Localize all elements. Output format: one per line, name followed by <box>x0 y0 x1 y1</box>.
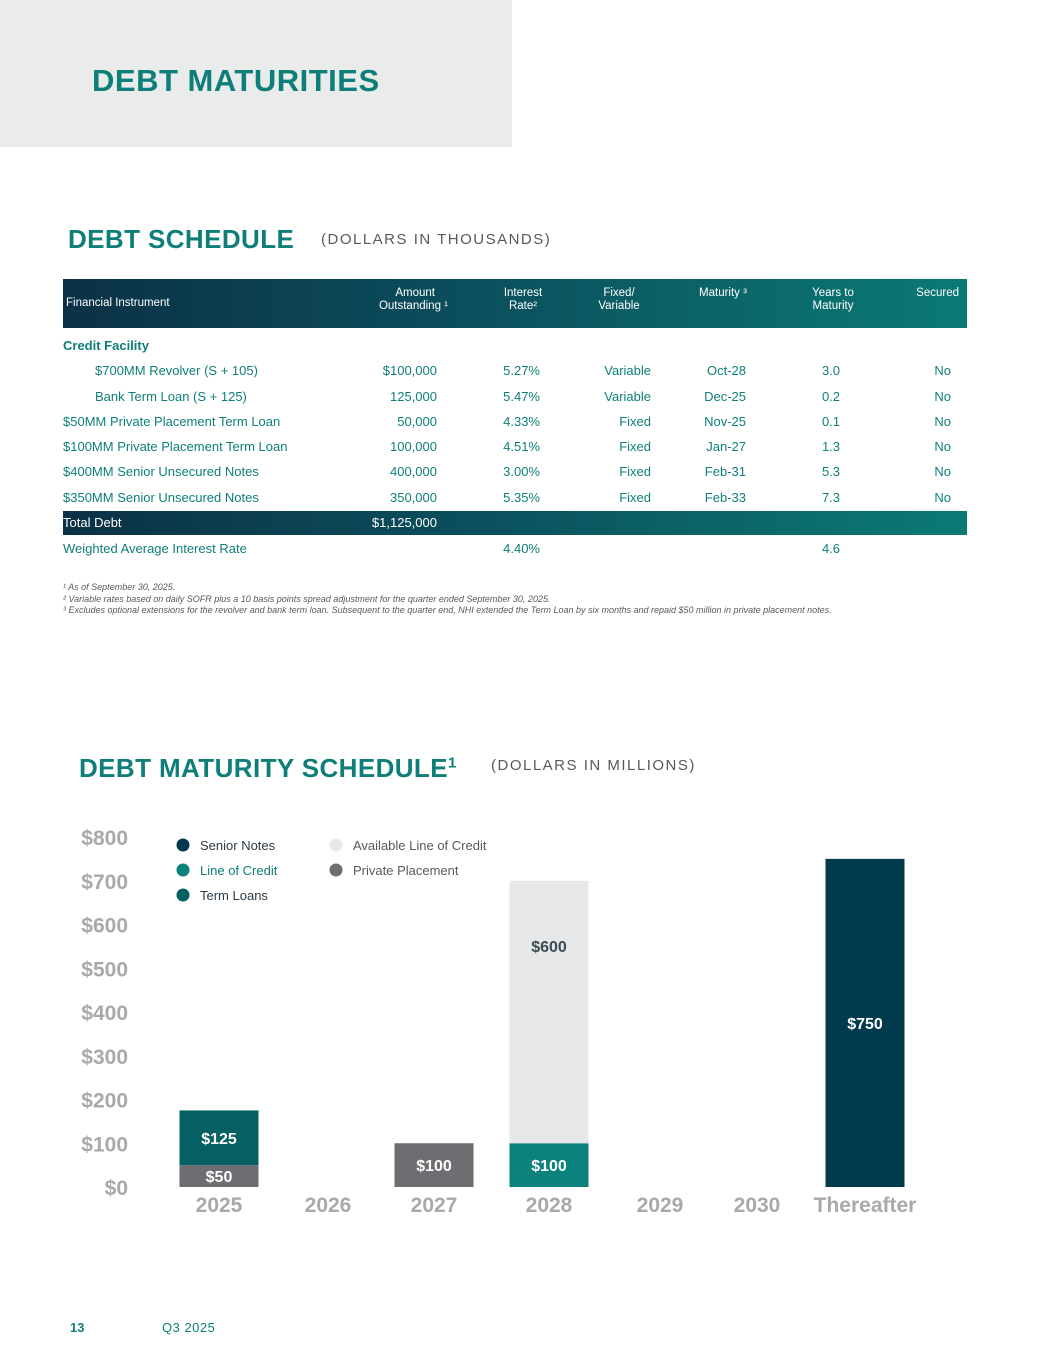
x-tick-label: 2029 <box>636 1194 684 1217</box>
y-tick-label: $300 <box>81 1045 128 1069</box>
maturity-cell: Feb-31 <box>704 464 746 479</box>
legend-label: Available Line of Credit <box>353 838 487 853</box>
x-tick-label: Thereafter <box>813 1194 917 1217</box>
amount-cell: 400,000 <box>390 464 437 479</box>
group-label: Credit Facility <box>63 338 149 353</box>
table-header <box>63 279 967 328</box>
years-cell: 3.0 <box>821 363 841 378</box>
page-number: 13 <box>70 1320 85 1335</box>
table-row <box>63 410 967 434</box>
maturity-cell: Dec-25 <box>704 389 746 404</box>
col-secured: Secured <box>916 287 959 299</box>
y-tick-label: $600 <box>81 914 128 938</box>
total-label: Total Debt <box>63 515 122 530</box>
type-cell: Variable <box>604 363 651 378</box>
total-row <box>63 511 967 535</box>
instrument-cell: $700MM Revolver (S + 105) <box>95 363 258 378</box>
table-row <box>63 359 967 383</box>
rate-cell: 4.51% <box>503 439 540 454</box>
data-label: $100 <box>416 1158 452 1176</box>
col-rate-line1: Interest <box>503 287 543 299</box>
y-tick-label: $400 <box>81 1002 128 1025</box>
type-cell: Fixed <box>619 490 651 505</box>
instrument-cell: $350MM Senior Unsecured Notes <box>63 490 259 505</box>
page-title: DEBT MATURITIES <box>92 63 380 98</box>
maturity-schedule-subtitle: (DOLLARS IN MILLIONS) <box>491 757 696 774</box>
y-tick-label: $700 <box>81 870 128 894</box>
x-tick-label: 2030 <box>733 1194 781 1217</box>
footer-quarter: Q3 2025 <box>162 1320 216 1335</box>
instrument-cell: $50MM Private Placement Term Loan <box>63 414 281 429</box>
legend-dot-icon <box>330 839 343 852</box>
type-cell: Fixed <box>619 414 651 429</box>
amount-cell: 100,000 <box>390 439 437 454</box>
data-label: $50 <box>205 1169 233 1187</box>
rate-cell: 5.27% <box>503 363 540 378</box>
footnote-3: ³ Excludes optional extensions for the revolver and bank term loan. Subsequent to the quarter end, NHI extended the Term Loan by six months and repaid $50 million in private placement notes. <box>63 605 832 615</box>
legend-dot-icon <box>177 889 190 902</box>
weighted-rate: 4.40% <box>503 541 540 556</box>
legend-label: Private Placement <box>353 863 459 878</box>
table-row <box>63 435 967 459</box>
x-tick-label: 2028 <box>525 1194 573 1217</box>
col-type <box>579 287 659 313</box>
debt-maturity-chart <box>60 815 960 1235</box>
years-cell: 0.1 <box>821 414 841 429</box>
amount-cell: 50,000 <box>397 414 437 429</box>
footnotes <box>63 582 832 617</box>
maturity-title-text: DEBT MATURITY SCHEDULE <box>79 753 448 783</box>
col-maturity: Maturity ³ <box>699 287 747 299</box>
maturity-title-sup: 1 <box>447 754 457 772</box>
weighted-row <box>63 537 967 561</box>
secured-cell: No <box>934 363 951 378</box>
bar-available-line <box>510 881 589 1144</box>
rate-cell: 4.33% <box>503 414 540 429</box>
data-label: $100 <box>531 1158 567 1176</box>
maturity-cell: Jan-27 <box>706 439 746 454</box>
secured-cell: No <box>934 464 951 479</box>
amount-cell: 125,000 <box>390 389 437 404</box>
rate-cell: 3.00% <box>503 464 540 479</box>
debt-schedule-title: DEBT SCHEDULE <box>68 224 295 254</box>
total-amount: $1,125,000 <box>371 515 437 530</box>
amount-cell: $100,000 <box>382 363 437 378</box>
secured-cell: No <box>934 490 951 505</box>
rate-cell: 5.47% <box>503 389 540 404</box>
secured-cell: No <box>934 389 951 404</box>
secured-cell: No <box>934 439 951 454</box>
data-label: $125 <box>201 1130 237 1148</box>
legend-dot-icon <box>330 864 343 877</box>
maturity-schedule-title <box>79 753 457 784</box>
y-tick-label: $100 <box>81 1133 128 1157</box>
years-cell: 1.3 <box>821 439 841 454</box>
instrument-cell: Bank Term Loan (S + 125) <box>95 389 247 404</box>
x-tick-label: 2027 <box>410 1194 458 1217</box>
rate-cell: 5.35% <box>503 490 540 505</box>
table-row <box>63 460 967 484</box>
type-cell: Variable <box>604 389 651 404</box>
maturity-cell: Oct-28 <box>706 363 746 378</box>
footnote-2: ² Variable rates based on daily SOFR plus a 10 basis points spread adjustment for the quarter ended September 30, 2025. <box>63 593 551 604</box>
maturity-cell: Nov-25 <box>704 414 746 429</box>
legend-label: Senior Notes <box>200 838 276 853</box>
amount-cell: 350,000 <box>390 490 437 505</box>
x-tick-label: 2026 <box>304 1194 352 1217</box>
years-cell: 5.3 <box>821 464 841 479</box>
secured-cell: No <box>934 414 951 429</box>
weighted-years: 4.6 <box>821 541 841 556</box>
y-tick-label: $200 <box>81 1089 128 1113</box>
col-amount-line2: Outstanding ¹ <box>378 300 448 312</box>
table-row <box>63 385 967 409</box>
data-label: $600 <box>531 938 567 956</box>
instrument-cell: $400MM Senior Unsecured Notes <box>63 464 259 479</box>
col-type-line1: Fixed/ <box>603 287 635 299</box>
group-row <box>63 334 967 358</box>
type-cell: Fixed <box>619 464 651 479</box>
type-cell: Fixed <box>619 439 651 454</box>
weighted-label: Weighted Average Interest Rate <box>63 541 247 556</box>
col-rate-line2: Rate² <box>508 300 538 312</box>
col-type-line2: Variable <box>598 300 640 312</box>
x-tick-label: 2025 <box>195 1194 243 1217</box>
col-amount-line1: Amount <box>395 287 435 299</box>
debt-schedule-subtitle: (DOLLARS IN THOUSANDS) <box>321 231 552 248</box>
col-years-line1: Years to <box>812 287 854 299</box>
maturity-cell: Feb-33 <box>704 490 746 505</box>
col-years <box>793 287 873 313</box>
legend-label: Term Loans <box>200 888 268 903</box>
col-years-line2: Maturity <box>812 300 854 312</box>
y-tick-label: $800 <box>81 827 128 850</box>
col-amount <box>363 287 448 313</box>
col-instrument: Financial Instrument <box>66 297 170 309</box>
years-cell: 0.2 <box>821 389 841 404</box>
legend-label: Line of Credit <box>200 863 278 878</box>
table-row <box>63 486 967 510</box>
instrument-cell: $100MM Private Placement Term Loan <box>63 439 288 454</box>
y-tick-label: $500 <box>81 958 128 982</box>
data-label: $750 <box>847 1015 883 1033</box>
col-rate <box>483 287 563 313</box>
legend-dot-icon <box>177 839 190 852</box>
years-cell: 7.3 <box>821 490 841 505</box>
y-tick-label: $0 <box>104 1177 128 1200</box>
legend-dot-icon <box>177 864 190 877</box>
footnote-1: ¹ As of September 30, 2025. <box>63 582 176 592</box>
